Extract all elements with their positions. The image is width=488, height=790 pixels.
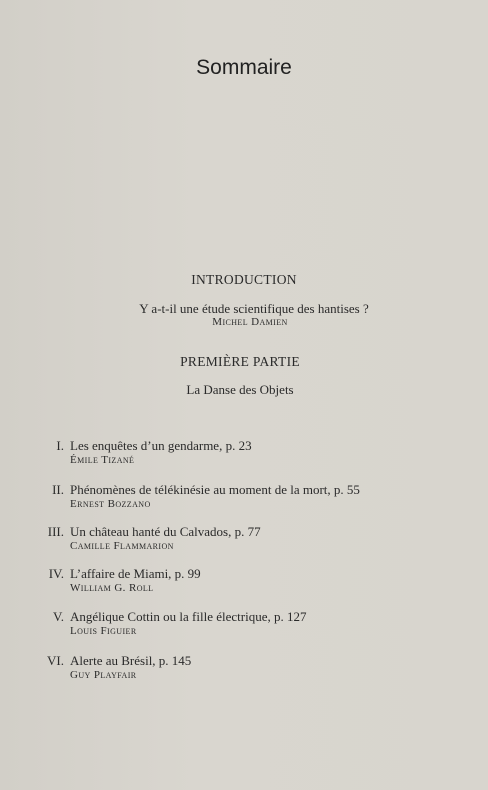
chapter-number: V.	[53, 609, 64, 624]
part-heading: PREMIÈRE PARTIE	[180, 354, 300, 369]
chapter-title: Phénomènes de télékinésie au moment de la mort, p. 55	[70, 482, 360, 497]
chapter-number: II.	[52, 482, 64, 497]
chapter-author: Émile Tizané	[70, 454, 135, 466]
chapter-author: Camille Flammarion	[70, 540, 174, 552]
chapter-number: IV.	[48, 566, 64, 581]
chapter-author: William G. Roll	[70, 582, 154, 594]
chapter-title: Les enquêtes d’un gendarme, p. 23	[70, 438, 252, 453]
chapter-title: Un château hanté du Calvados, p. 77	[70, 524, 261, 539]
introduction-author: Michel Damien	[212, 316, 288, 328]
chapter-author: Louis Figuier	[70, 625, 137, 637]
part-subtitle: La Danse des Objets	[186, 382, 294, 397]
chapter-title: Angélique Cottin ou la fille électrique, p. 127	[70, 609, 307, 624]
chapter-number: I.	[56, 438, 64, 453]
chapter-title: L’affaire de Miami, p. 99	[70, 566, 201, 581]
chapter-number: III.	[47, 524, 64, 539]
chapter-number: VI.	[47, 653, 64, 668]
introduction-heading: INTRODUCTION	[191, 272, 297, 287]
chapter-author: Guy Playfair	[70, 669, 137, 681]
chapter-title: Alerte au Brésil, p. 145	[70, 653, 192, 668]
introduction-title: Y a-t-il une étude scientifique des hantises ?	[139, 301, 369, 316]
chapter-author: Ernest Bozzano	[70, 498, 151, 510]
page-title: Sommaire	[196, 56, 292, 79]
